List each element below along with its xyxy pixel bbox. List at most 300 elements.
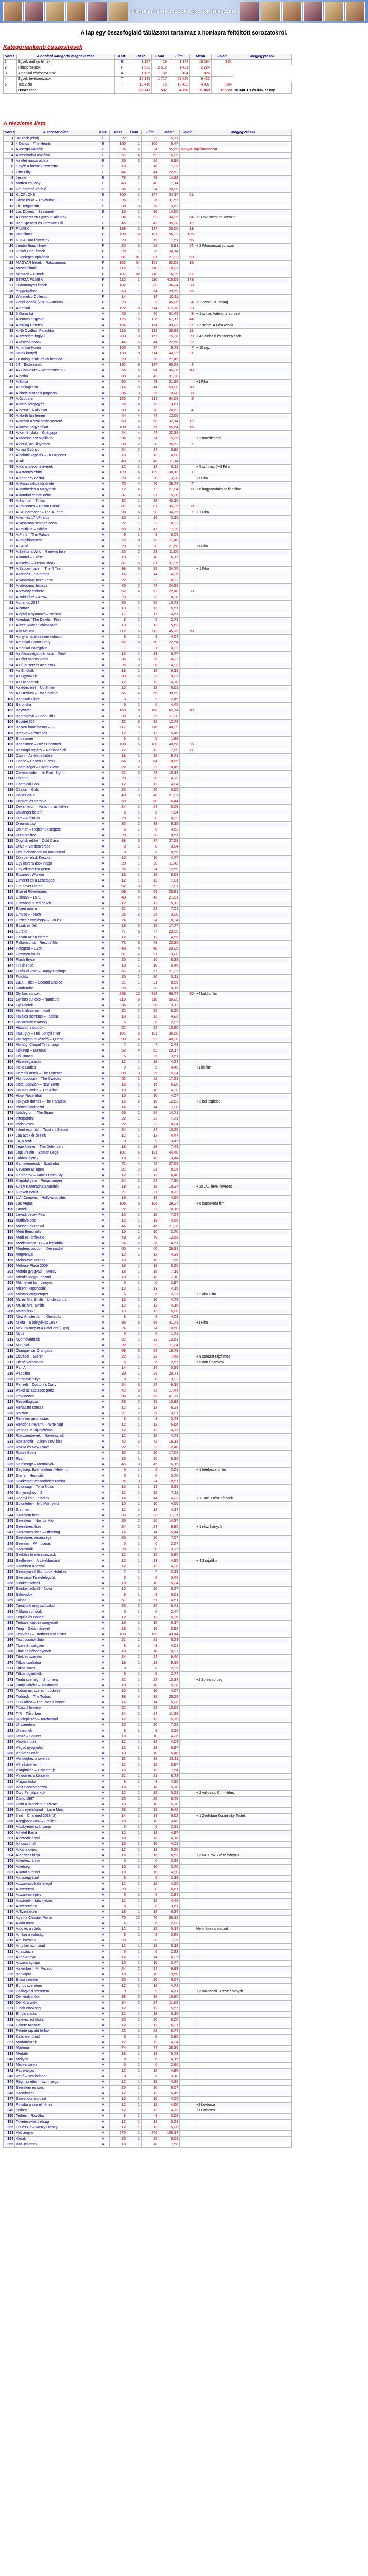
table-cell <box>195 1604 292 1609</box>
table-cell: Aquarius 2014 <box>15 601 97 606</box>
table-cell: A <box>97 516 110 521</box>
table-cell: A Polgiblamsese <box>15 538 97 544</box>
table-row <box>4 1921 292 1927</box>
table-row <box>4 1706 292 1711</box>
table-row <box>4 249 292 255</box>
table-cell: 26 <box>142 1241 159 1247</box>
table-cell: Hello Ladies <box>15 1065 97 1071</box>
table-cell: 41 <box>4 363 15 368</box>
table-cell: 16,13 <box>159 1439 180 1445</box>
table-cell: 20 <box>110 861 127 867</box>
table-cell: 1 <box>127 975 142 980</box>
table-cell: 12,66 <box>159 414 180 419</box>
table-cell: Új szerelem <box>15 1723 97 1728</box>
table-cell: 5,51 <box>159 606 180 612</box>
table-cell: 336 <box>4 2035 15 2040</box>
summary-total-cell: 11 059 <box>190 88 212 94</box>
table-cell: 106,14 <box>159 2131 180 2137</box>
table-cell: 26 <box>110 1604 127 1609</box>
table-cell <box>195 1547 292 1553</box>
table-cell: Teng – Gidán lánnyel <box>15 1626 97 1632</box>
table-cell: 12 <box>142 2006 159 2012</box>
table-cell: A <box>97 1281 110 1286</box>
table-cell: 12 <box>110 1428 127 1434</box>
table-cell: 7 <box>180 346 195 351</box>
table-cell: A-Ak <box>15 459 97 465</box>
table-cell: 14 <box>142 1496 159 1502</box>
table-cell: Narcotiksik <box>15 1309 97 1315</box>
table-cell: 311 <box>4 1893 15 1899</box>
table-cell: 9 <box>110 1139 127 1145</box>
table-cell <box>195 2006 292 2012</box>
table-cell: 114 <box>4 776 15 782</box>
table-cell: Nyomóvertitalk <box>15 1337 97 1343</box>
table-cell: 1 <box>127 283 142 289</box>
table-cell: A <box>97 963 110 969</box>
summary-cell <box>233 60 292 65</box>
table-cell <box>195 1734 292 1740</box>
table-cell: SZIRZÁ FILMEK <box>15 278 97 283</box>
table-cell <box>195 748 292 754</box>
table-cell: 98 <box>142 567 159 572</box>
table-cell <box>195 1315 292 1320</box>
table-cell <box>180 1065 195 1071</box>
table-cell: Szennynyeil Blumopok Hotel ez <box>15 1570 97 1575</box>
table-cell: 4,47 <box>159 1133 180 1139</box>
table-cell <box>180 1060 195 1065</box>
table-cell: 4,07 <box>159 1094 180 1099</box>
column-header: Jelölt <box>180 130 195 136</box>
table-cell: Tudórok – The Tudors <box>15 1694 97 1700</box>
table-cell: 3 <box>127 759 142 765</box>
table-cell: 22 <box>142 907 159 912</box>
table-cell: 12 <box>110 1133 127 1139</box>
table-cell <box>195 816 292 822</box>
table-cell: 1 <box>127 1989 142 1995</box>
table-cell: 18 <box>142 669 159 674</box>
table-cell: 89 <box>142 283 159 289</box>
table-cell: A <box>97 952 110 958</box>
table-cell: 4,73 <box>159 776 180 782</box>
table-cell <box>180 601 195 606</box>
table-row <box>4 884 292 890</box>
table-cell: A hosszú fal <box>15 1842 97 1848</box>
table-cell: 45 <box>4 385 15 391</box>
table-cell <box>180 436 195 442</box>
table-cell: Egy elkopott szigeten <box>15 867 97 873</box>
table-cell: 29,89 <box>159 929 180 935</box>
table-cell: 18 <box>142 1649 159 1655</box>
table-cell <box>180 1694 195 1700</box>
table-cell: Ha ragtam is kőszítő – Quebel <box>15 1037 97 1043</box>
table-row <box>4 2001 292 2006</box>
table-cell: 13 <box>142 1286 159 1292</box>
table-cell <box>180 1207 195 1213</box>
table-cell: 9,79 <box>159 346 180 351</box>
table-cell: 81 <box>4 589 15 595</box>
table-cell <box>180 822 195 827</box>
table-cell: Amy tart az mzoul <box>15 1944 97 1950</box>
table-cell <box>195 1899 292 1904</box>
table-cell: 1 <box>127 805 142 810</box>
table-cell: 1 <box>127 1870 142 1876</box>
table-cell: 6,08 <box>159 805 180 810</box>
table-cell <box>195 1037 292 1043</box>
table-cell: 110 <box>4 754 15 759</box>
table-cell <box>195 1836 292 1842</box>
table-cell: 199 <box>4 1258 15 1264</box>
table-cell: 12 <box>180 221 195 227</box>
table-row <box>4 2052 292 2057</box>
table-cell: Széköcsiló ekiszazozpok <box>15 1553 97 1558</box>
table-cell: 2 <box>127 1099 142 1105</box>
table-row <box>4 147 292 153</box>
table-cell: 1 <box>127 1717 142 1723</box>
table-cell: 48 <box>110 946 127 952</box>
table-cell: 112 <box>142 629 159 635</box>
table-cell: 7,36 <box>159 1179 180 1184</box>
table-cell: 1 <box>127 737 142 742</box>
table-cell: 10 <box>110 1751 127 1757</box>
table-row <box>4 380 292 385</box>
table-cell: 14 <box>110 1814 127 1819</box>
table-cell: A <box>97 805 110 810</box>
table-cell: 1 <box>127 1876 142 1882</box>
table-cell: A <box>97 1145 110 1150</box>
table-cell: Idelsniosza <box>15 1122 97 1128</box>
table-cell: 62 <box>4 482 15 487</box>
table-cell: 1 <box>127 833 142 839</box>
table-cell <box>180 1836 195 1842</box>
table-cell: A <box>97 1298 110 1303</box>
table-cell: 1 <box>127 1094 142 1099</box>
table-cell <box>195 1394 292 1400</box>
table-row <box>4 1456 292 1462</box>
table-cell: 24,36 <box>159 584 180 589</box>
table-cell <box>195 170 292 176</box>
table-cell: 206 <box>4 1298 15 1303</box>
table-cell: A <box>97 748 110 754</box>
table-cell: 10 <box>110 856 127 861</box>
table-cell: 52 <box>142 1077 159 1082</box>
table-cell: 14,93 <box>159 663 180 669</box>
table-cell: 1 <box>127 453 142 459</box>
table-cell: 1 <box>127 1485 142 1490</box>
table-row <box>4 816 292 822</box>
table-cell: 232 <box>4 1445 15 1451</box>
table-cell: A <box>97 1224 110 1230</box>
table-cell <box>195 1706 292 1711</box>
table-row <box>4 487 292 493</box>
table-cell <box>195 1462 292 1468</box>
table-row <box>4 482 292 487</box>
table-cell <box>195 1031 292 1037</box>
table-cell: 34 <box>4 323 15 329</box>
table-cell: 314 <box>4 1910 15 1916</box>
table-cell: 221 <box>4 1383 15 1388</box>
table-cell <box>180 2086 195 2091</box>
table-cell: 10 <box>110 1870 127 1876</box>
table-cell: 10 <box>142 1870 159 1876</box>
table-cell: 15 <box>4 215 15 221</box>
table-cell: 197 <box>142 363 159 368</box>
table-cell: A mazegyábol <box>15 1876 97 1882</box>
table-cell: + 5 dob / hanyzok <box>195 1360 292 1366</box>
table-cell <box>195 782 292 788</box>
table-cell: Egy keveralások napjo <box>15 861 97 867</box>
table-cell: 49 <box>4 408 15 414</box>
table-row <box>4 1490 292 1496</box>
table-cell <box>180 2018 195 2023</box>
table-cell: 13 <box>142 1558 159 1564</box>
table-row <box>4 1439 292 1445</box>
table-cell: 45 <box>110 221 127 227</box>
table-cell: 1 <box>127 918 142 924</box>
table-cell: A <box>97 1677 110 1683</box>
table-cell: 24 <box>180 244 195 249</box>
table-row <box>4 323 292 329</box>
table-cell: 11,49 <box>159 538 180 544</box>
table-cell <box>195 674 292 680</box>
table-cell: A <box>97 946 110 952</box>
table-cell: 13,51 <box>159 1337 180 1343</box>
table-cell: Kameleonosok – Szettinha <box>15 1162 97 1167</box>
table-cell: 69 <box>4 521 15 527</box>
table-cell: 6 <box>142 2035 159 2040</box>
table-cell: 120 <box>110 397 127 402</box>
table-cell <box>195 2052 292 2057</box>
table-cell: 7,01 <box>159 907 180 912</box>
table-cell: 72 <box>142 487 159 493</box>
table-cell: F <box>97 227 110 232</box>
table-cell: 6 <box>127 470 142 476</box>
table-row <box>4 1802 292 1808</box>
table-cell: 10 <box>142 1751 159 1757</box>
table-cell: A <box>97 1853 110 1859</box>
table-cell: 3 <box>127 1383 142 1388</box>
table-cell <box>195 1388 292 1394</box>
table-cell: 24 <box>110 1711 127 1717</box>
table-row <box>4 1156 292 1162</box>
table-row <box>4 1694 292 1700</box>
table-cell: 30 <box>4 300 15 306</box>
table-cell: 34,75 <box>159 567 180 572</box>
table-cell: 271 <box>4 1666 15 1672</box>
summary-cell: 4 097 <box>190 82 212 88</box>
table-row <box>4 346 292 351</box>
table-cell <box>180 935 195 941</box>
table-cell: A zöld Ijász – Arrow <box>15 595 97 601</box>
table-cell: 4,30 <box>159 1780 180 1785</box>
table-cell: 142 <box>4 935 15 941</box>
table-cell <box>195 1264 292 1269</box>
summary-cell: 1 717 <box>152 77 168 82</box>
table-cell <box>195 1116 292 1122</box>
table-cell <box>195 1009 292 1014</box>
table-cell: 3 <box>127 969 142 975</box>
table-cell: 8 <box>180 397 195 402</box>
table-cell: 18 <box>110 1184 127 1190</box>
table-cell: 3 <box>127 504 142 510</box>
table-cell: 7,49 <box>159 1145 180 1150</box>
table-cell: Terhes – Ravellas <box>15 2114 97 2120</box>
table-row <box>4 1660 292 1666</box>
table-cell: 2,32 <box>159 1950 180 1955</box>
summary-total-cell: 35 747 <box>130 88 152 94</box>
table-cell: 21,37 <box>159 969 180 975</box>
table-cell: Alcatraz <box>15 606 97 612</box>
table-cell <box>180 2131 195 2137</box>
table-row <box>4 1224 292 1230</box>
table-row <box>4 2018 292 2023</box>
table-cell: 82 <box>127 272 142 278</box>
table-cell: A <box>97 1190 110 1196</box>
table-cell: 26 <box>142 159 159 164</box>
table-row <box>4 1740 292 1745</box>
table-cell <box>195 623 292 629</box>
table-cell: 13,12 <box>159 1003 180 1009</box>
table-cell: + 3 6A 1 ráxi / rész hányzik <box>195 1853 292 1859</box>
summary-cell: 2 612 <box>152 65 168 71</box>
table-cell: 8 <box>110 1377 127 1383</box>
table-cell: A North fan lenren <box>15 414 97 419</box>
table-cell <box>180 567 195 572</box>
table-cell: Megvenyal <box>15 1252 97 1258</box>
summary-total-cell: Összesen: <box>17 88 115 94</box>
table-cell: 8,98 <box>159 159 180 164</box>
table-cell: 241 <box>4 1496 15 1502</box>
table-cell: Elszabadult teri bekok <box>15 901 97 907</box>
table-cell: A <box>97 414 110 419</box>
table-cell: 4 <box>127 946 142 952</box>
table-row <box>4 408 292 414</box>
table-cell: 7,69 <box>159 748 180 754</box>
table-cell <box>180 1360 195 1366</box>
table-row <box>4 1400 292 1405</box>
table-cell: 1 <box>127 1955 142 1961</box>
table-cell: 98 <box>110 567 127 572</box>
table-cell: 5,57 <box>159 2006 180 2012</box>
table-cell: Az ügynökök <box>15 674 97 680</box>
table-row <box>4 1853 292 1859</box>
table-cell <box>180 1643 195 1649</box>
table-cell <box>195 2018 292 2023</box>
table-cell: 96 <box>142 425 159 431</box>
table-cell: 3,43 <box>159 1819 180 1825</box>
table-cell: 21,02 <box>159 255 180 261</box>
table-cell: A <box>97 992 110 997</box>
table-cell: 1 <box>127 1938 142 1944</box>
table-cell <box>180 1196 195 1201</box>
table-cell: 62 <box>110 640 127 646</box>
table-cell: 10 <box>142 1502 159 1507</box>
table-cell: 156 <box>4 1014 15 1020</box>
table-cell: 321 <box>4 1950 15 1955</box>
table-cell <box>180 584 195 589</box>
table-cell <box>180 1281 195 1286</box>
table-cell: 102 <box>110 283 127 289</box>
table-cell <box>180 1677 195 1683</box>
table-cell: A <box>97 1156 110 1162</box>
table-cell: 8,02 <box>159 816 180 822</box>
table-cell: 26 <box>110 1111 127 1116</box>
table-cell <box>180 986 195 992</box>
table-cell: 1 <box>127 635 142 640</box>
table-cell: Szerelem és sors <box>15 2086 97 2091</box>
table-cell: 354 <box>4 2137 15 2142</box>
table-cell <box>195 527 292 533</box>
table-cell <box>195 901 292 907</box>
table-cell: 185 <box>4 1179 15 1184</box>
table-cell: 14 <box>142 295 159 300</box>
table-cell: A <box>97 1060 110 1065</box>
table-cell: 20 <box>142 1978 159 1984</box>
table-cell: 18 <box>110 1145 127 1150</box>
table-cell: +1 Film <box>195 544 292 550</box>
table-cell: 92 <box>142 215 159 221</box>
table-cell: Az élet szoros koma <box>15 657 97 663</box>
table-cell: 3rd rock (első) <box>15 136 97 142</box>
table-cell: 52 <box>4 425 15 431</box>
table-cell: 4 <box>127 374 142 380</box>
table-cell: 1 <box>127 907 142 912</box>
table-cell: 12 <box>142 1405 159 1411</box>
table-cell: 80 <box>110 374 127 380</box>
table-cell <box>195 1026 292 1031</box>
table-cell: Amerikai Horror Story <box>15 640 97 646</box>
table-cell <box>195 2142 292 2148</box>
table-row <box>4 538 292 544</box>
table-cell: 147 <box>4 963 15 969</box>
table-cell <box>195 2125 292 2131</box>
table-cell <box>195 1241 292 1247</box>
table-cell <box>195 1088 292 1094</box>
table-cell: 4 <box>127 431 142 436</box>
table-cell: 10 <box>110 1802 127 1808</box>
table-cell: 10,37 <box>159 1184 180 1190</box>
table-cell: 312 <box>4 1899 15 1904</box>
table-cell: 4 <box>127 691 142 697</box>
table-cell: 1 <box>127 935 142 941</box>
table-cell: 1 <box>127 1882 142 1887</box>
table-cell: 305 <box>4 1859 15 1865</box>
table-cell: 18 <box>142 1972 159 1978</box>
table-cell: 153 <box>4 997 15 1003</box>
table-cell: 4,97 <box>159 1831 180 1836</box>
table-row <box>4 1547 292 1553</box>
table-cell: A <box>97 1054 110 1060</box>
table-row <box>4 1309 292 1315</box>
table-cell <box>195 1655 292 1660</box>
table-row <box>4 1904 292 1910</box>
table-row <box>4 771 292 776</box>
table-cell: 3,46 <box>159 1575 180 1581</box>
table-cell: Boston hoombasas – C.I <box>15 725 97 731</box>
table-cell: F <box>97 289 110 295</box>
table-cell: 13 <box>4 204 15 210</box>
table-cell: 1 <box>127 2142 142 2148</box>
table-cell: 12 <box>142 2125 159 2131</box>
table-cell <box>195 731 292 737</box>
table-cell: Bonds szeretem <box>15 1984 97 1989</box>
table-cell: 40 <box>4 357 15 363</box>
table-cell: A <box>97 1411 110 1417</box>
table-cell: A <box>97 861 110 867</box>
table-cell: 69 <box>142 890 159 895</box>
table-cell: 24 <box>142 1128 159 1133</box>
table-cell <box>180 618 195 623</box>
table-cell: 39 <box>4 351 15 357</box>
